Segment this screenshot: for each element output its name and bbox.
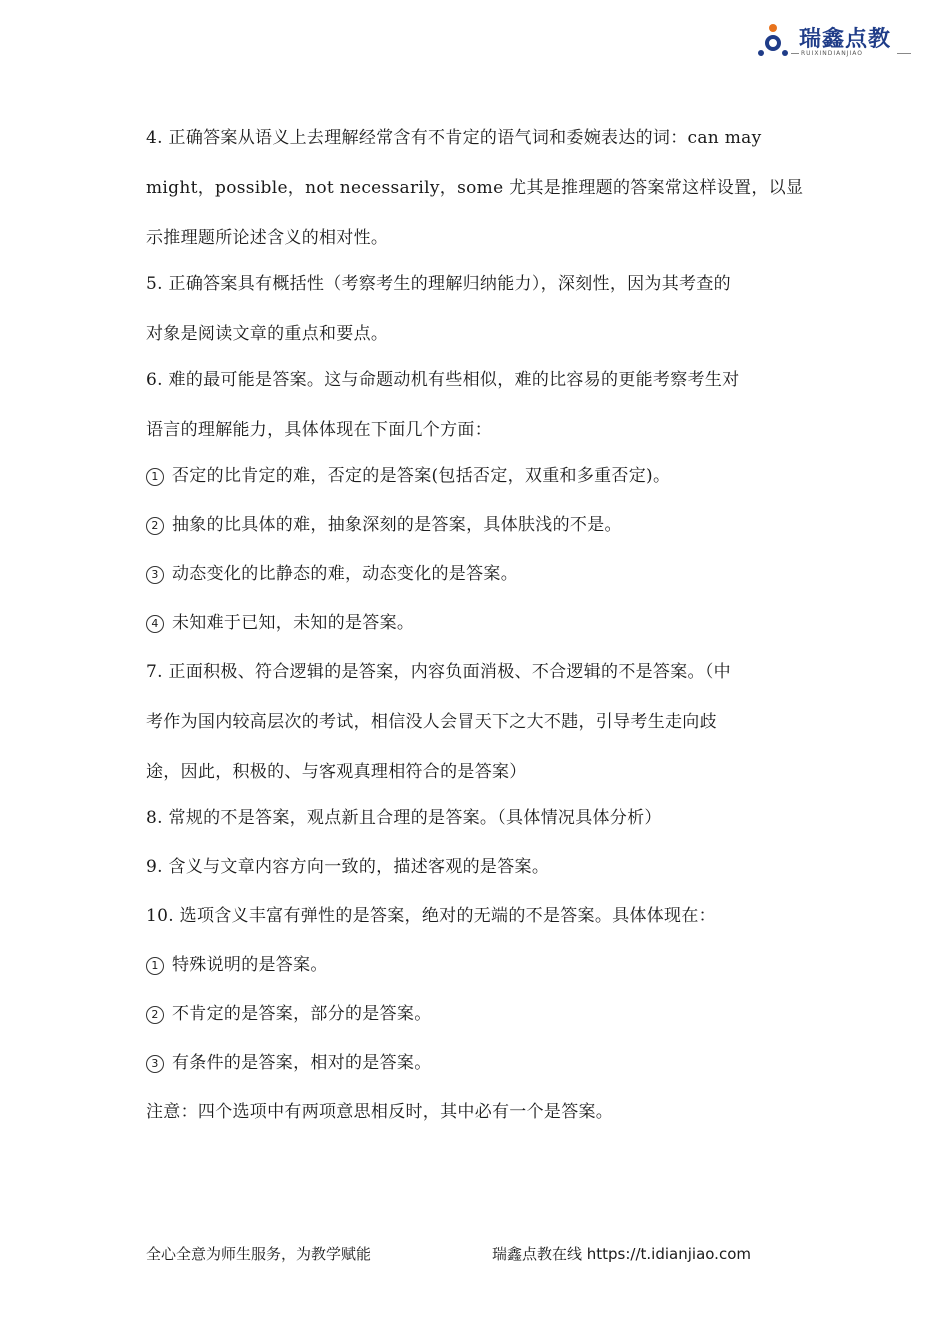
- list-item-text: 特殊说明的是答案。: [172, 955, 328, 975]
- list-item-text: 抽象的比具体的难，抽象深刻的是答案，具体肤浅的不是。: [172, 515, 622, 535]
- circled-number: 2: [146, 1006, 164, 1024]
- paragraph-line: 注意：四个选项中有两项意思相反时，其中必有一个是答案。: [146, 1102, 614, 1122]
- logo-icon: [755, 22, 791, 58]
- circled-number: 3: [146, 1055, 164, 1073]
- paragraph-line: 5. 正确答案具有概括性（考察考生的理解归纳能力），深刻性，因为其考查的: [146, 274, 731, 294]
- paragraph-line: 7. 正面积极、符合逻辑的是答案，内容负面消极、不合逻辑的不是答案。（中: [146, 662, 731, 682]
- logo-divider: [897, 53, 911, 54]
- paragraph-line: 6. 难的最可能是答案。这与命题动机有些相似，难的比容易的更能考察考生对: [146, 370, 740, 390]
- list-item: [146, 514, 622, 536]
- paragraph-line: 9. 含义与文章内容方向一致的，描述客观的是答案。: [146, 857, 550, 877]
- paragraph-line: 考作为国内较高层次的考试，相信没人会冒天下之大不韪，引导考生走向歧: [146, 712, 717, 732]
- list-item: [146, 954, 328, 976]
- paragraph-line: 语言的理解能力，具体体现在下面几个方面：: [146, 420, 492, 440]
- list-item: [146, 612, 414, 634]
- circled-number: 3: [146, 566, 164, 584]
- list-item-text: 不肯定的是答案，部分的是答案。: [172, 1004, 432, 1024]
- list-item-text: 动态变化的比静态的难，动态变化的是答案。: [172, 564, 518, 584]
- paragraph-line: 途，因此，积极的、与客观真理相符合的是答案）: [146, 762, 527, 782]
- list-item: [146, 1003, 432, 1025]
- logo-name: 瑞鑫点教: [799, 27, 892, 52]
- footer-site: 瑞鑫点教在线 https://t.idianjiao.com: [492, 1245, 751, 1263]
- paragraph-line: 8. 常规的不是答案，观点新且合理的是答案。（具体情况具体分析）: [146, 808, 662, 828]
- logo-subtitle: RUIXINDIANJIAO: [801, 50, 863, 57]
- paragraph-line: 10. 选项含义丰富有弹性的是答案，绝对的无端的不是答案。具体体现在：: [146, 906, 716, 926]
- paragraph-line: 4. 正确答案从语义上去理解经常含有不肯定的语气词和委婉表达的词：can may: [146, 128, 762, 148]
- footer-slogan: 全心全意为师生服务，为教学赋能: [146, 1245, 372, 1263]
- list-item: [146, 563, 518, 585]
- brand-logo: [755, 20, 915, 60]
- circled-number: 4: [146, 615, 164, 633]
- paragraph-line: might，possible，not necessarily，some 尤其是推理题的答案常这样设置，以显: [146, 178, 804, 198]
- list-item-text: 未知难于已知，未知的是答案。: [172, 613, 415, 633]
- paragraph-line: 对象是阅读文章的重点和要点。: [146, 324, 389, 344]
- circled-number: 1: [146, 468, 164, 486]
- list-item: [146, 1052, 432, 1074]
- list-item-text: 有条件的是答案，相对的是答案。: [172, 1053, 432, 1073]
- circled-number: 2: [146, 517, 164, 535]
- list-item: [146, 465, 670, 487]
- list-item-text: 否定的比肯定的难，否定的是答案(包括否定，双重和多重否定)。: [172, 466, 671, 486]
- circled-number: 1: [146, 957, 164, 975]
- logo-divider: [791, 53, 799, 54]
- paragraph-line: 示推理题所论述含义的相对性。: [146, 228, 389, 248]
